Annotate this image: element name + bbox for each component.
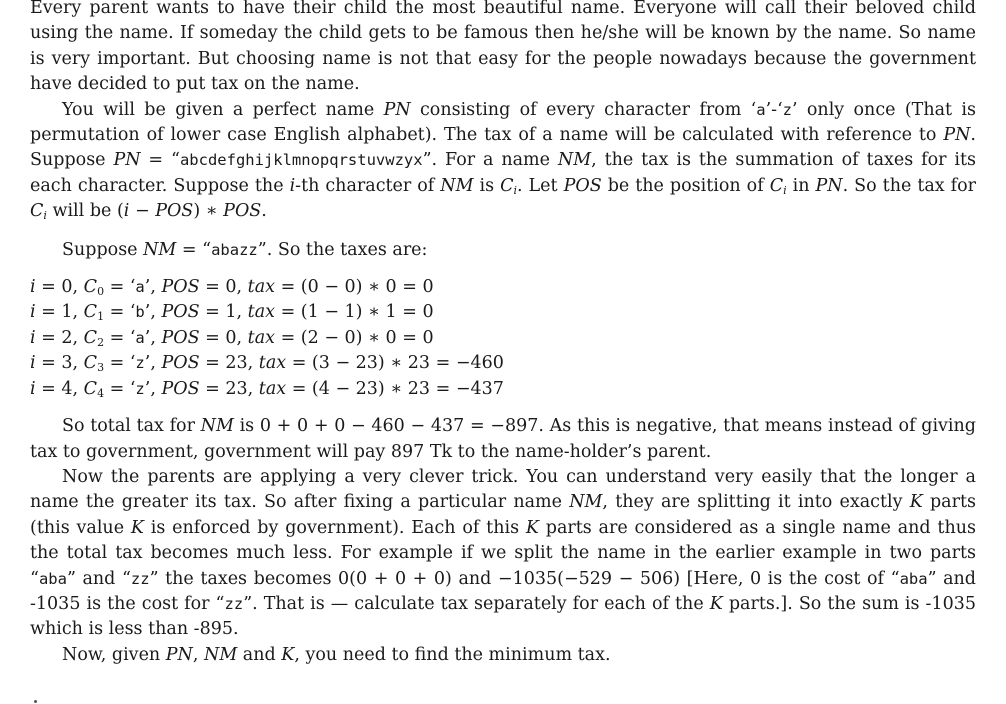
problem-statement xyxy=(30,0,976,668)
page-mark xyxy=(34,700,37,703)
total-tax-paragraph: So total tax for NM is 0 + 0 + 0 − 460 − 437 = −897. As this is negative, that means instead of giving tax to government, government will pay 897 Tk to the name-holder’s parent. xyxy=(30,416,977,462)
definition-paragraph: You will be given a perfect name PN consisting of every character from ‘a’-‘z’ only once (That is permutation of lower case English alphabet). The tax of a name will be calculated with reference to PN. Suppose PN = “abcdefghijklmnopqrstuvwzyx”. For a name NM, the tax is the summation of taxes for its each character. Suppose the i-th character of NM is $C_i$. Let POS be the position of $C_i$ in PN. So the tax for $C_i$ will be (i − POS) ∗ POS. xyxy=(30,99,977,223)
perfect-name-example: abcdefghijklmnopqrstuvwzyx xyxy=(179,151,423,170)
intro-paragraph: Every parent wants to have their child the most beautiful name. Everyone will call their beloved child using the name. If someday the child gets to be famous then he/she will be known by the name. So name is very important. But choosing name is not that easy for the people nowadays because the government have decided to put tax on the name. xyxy=(30,0,976,95)
example-name: abazz xyxy=(211,240,258,259)
split-trick-paragraph: Now the parents are applying a very clever trick. You can understand very easily that the longer a name the greater its tax. So after fixing a particular name NM, they are splitting it into exactly K parts (this value K is enforced by government). Each of this K parts are considered as a single name and thus the total tax becomes much less. For example if we split the name in the earlier example in two parts “aba” and “zz” the taxes becomes 0(0 + 0 + 0) and −1035(−529 − 506) [Here, 0 is the cost of “aba” and -1035 is the cost for “zz”. That is — calculate tax separately for each of the K parts.]. So the sum is -1035 which is less than -895. xyxy=(30,466,976,640)
task-paragraph: Now, given PN, NM and K, you need to find the minimum tax. xyxy=(62,644,611,665)
tax-row: i = 1, $C_1$ = ‘b’, POS = 1, tax = (1 − 1) ∗ 1 = 0 xyxy=(30,302,434,324)
tax-row: i = 0, $C_0$ = ‘a’, POS = 0, tax = (0 − 0) ∗ 0 = 0 xyxy=(30,277,434,299)
tax-row: i = 3, $C_3$ = ‘z’, POS = 23, tax = (3 − 23) ∗ 23 = −460 xyxy=(30,353,504,375)
tax-calculation-list xyxy=(30,275,976,402)
example-intro: Suppose NM = “abazz”. So the taxes are: xyxy=(62,239,428,260)
tax-row: i = 2, $C_2$ = ‘a’, POS = 0, tax = (2 − 0) ∗ 0 = 0 xyxy=(30,327,434,349)
tax-row: i = 4, $C_4$ = ‘z’, POS = 23, tax = (4 − 23) ∗ 23 = −437 xyxy=(30,378,504,400)
